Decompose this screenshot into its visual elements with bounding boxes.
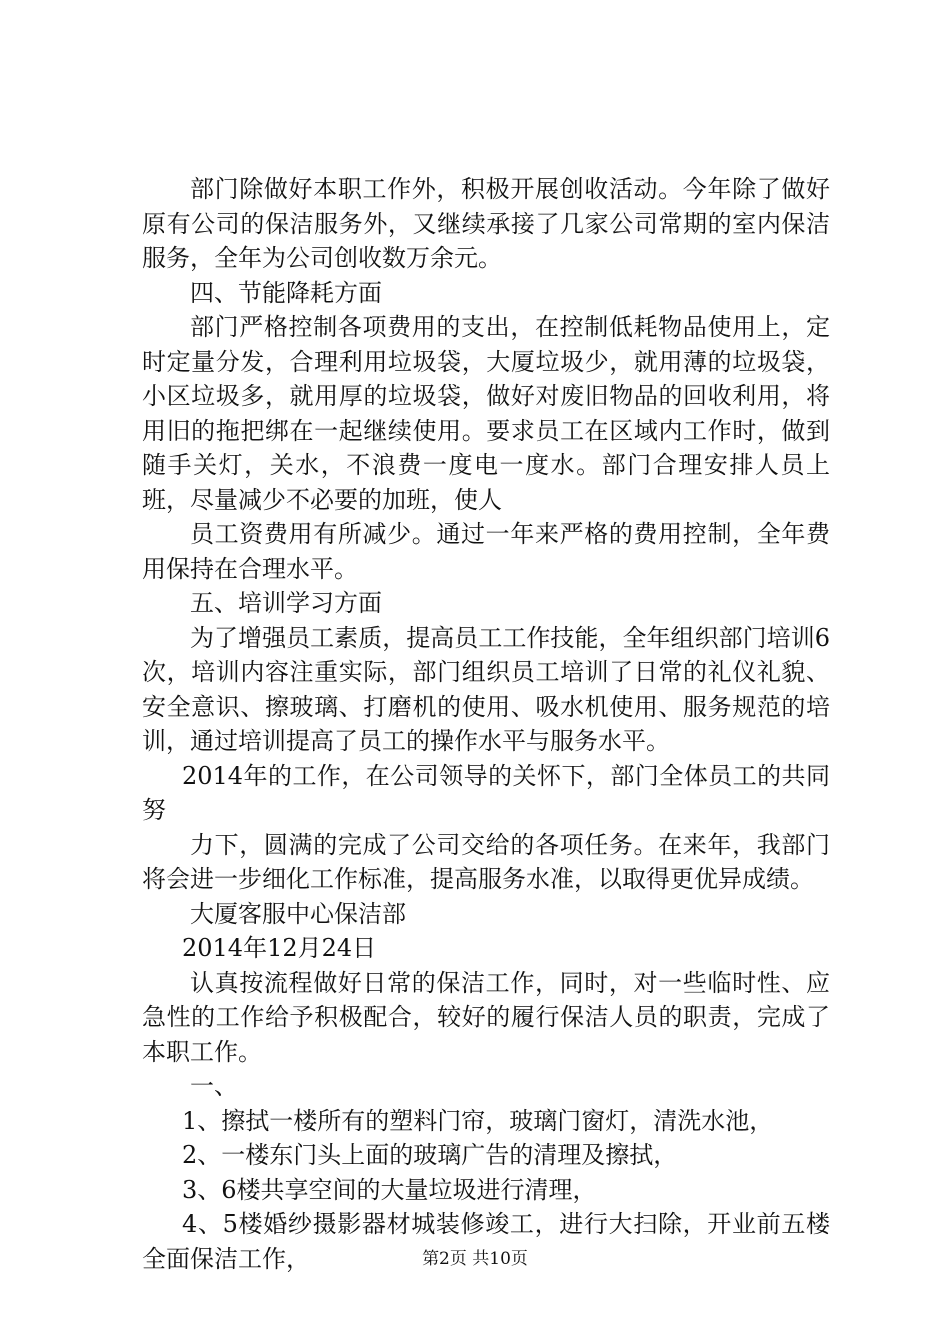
heading-energy-saving: 四、节能降耗方面 xyxy=(190,278,382,307)
signature-department: 大厦客服中心保洁部 xyxy=(190,899,406,928)
list-item-3: 3、6楼共享空间的大量垃圾进行清理， xyxy=(182,1175,597,1204)
paragraph-cost-control: 部门严格控制各项费用的支出，在控制低耗物品使用上，定时定量分发，合理利用垃圾袋，大厦垃圾少，就用薄的垃圾袋，小区垃圾多，就用厚的垃圾袋，做好对废旧物品的回收利用，将用旧的拖把绑在一起继续使用。要求员工在区域内工作时，做到随手关灯，关水，不浪费一度电一度水。部门合理安排人员上班，尽量减少不必要的加班，使人 xyxy=(142,313,830,514)
list-item-2: 2、一楼东门头上面的玻璃广告的清理及擦拭， xyxy=(182,1141,678,1169)
paragraph-daily-work: 认真按流程做好日常的保洁工作，同时，对一些临时性、应急性的工作给予积极配合，较好的履行保洁人员的职责，完成了本职工作。 xyxy=(142,968,830,1066)
signature-date: 2014年12月24日 xyxy=(182,934,377,962)
paragraph-revenue: 部门除做好本职工作外，积极开展创收活动。今年除了做好原有公司的保洁服务外，又继续承接了几家公司常期的室内保洁服务，全年为公司创收数万余元。 xyxy=(142,175,830,272)
list-item-1: 1、擦拭一楼所有的塑料门帘，玻璃门窗灯，清洗水池， xyxy=(182,1106,774,1135)
paragraph-summary-end: 力下，圆满的完成了公司交给的各项任务。在来年，我部门将会进一步细化工作标准，提高服务水准，以取得更优异成绩。 xyxy=(142,830,830,893)
paragraph-summary-start: 2014年的工作，在公司领导的关怀下，部门全体员工的共同努 xyxy=(142,761,830,824)
list-heading-one: 一、 xyxy=(190,1072,238,1100)
heading-training: 五、培训学习方面 xyxy=(190,589,382,617)
paragraph-cost-result: 员工资费用有所减少。通过一年来严格的费用控制，全年费用保持在合理水平。 xyxy=(142,520,830,583)
document-body xyxy=(142,172,830,1276)
paragraph-training: 为了增强员工素质，提高员工工作技能，全年组织部门培训6次，培训内容注重实际，部门组织员工培训了日常的礼仪礼貌、安全意识、擦玻璃、打磨机的使用、吸水机使用、服务规范的培训，通过培训提高了员工的操作水平与服务水平。 xyxy=(142,623,830,755)
page-number-footer: 第2页 共10页 xyxy=(422,1249,528,1269)
list-item-4: 4、5楼婚纱摄影器材城装修竣工，进行大扫除，开业前五楼全面保洁工作， xyxy=(142,1210,830,1273)
